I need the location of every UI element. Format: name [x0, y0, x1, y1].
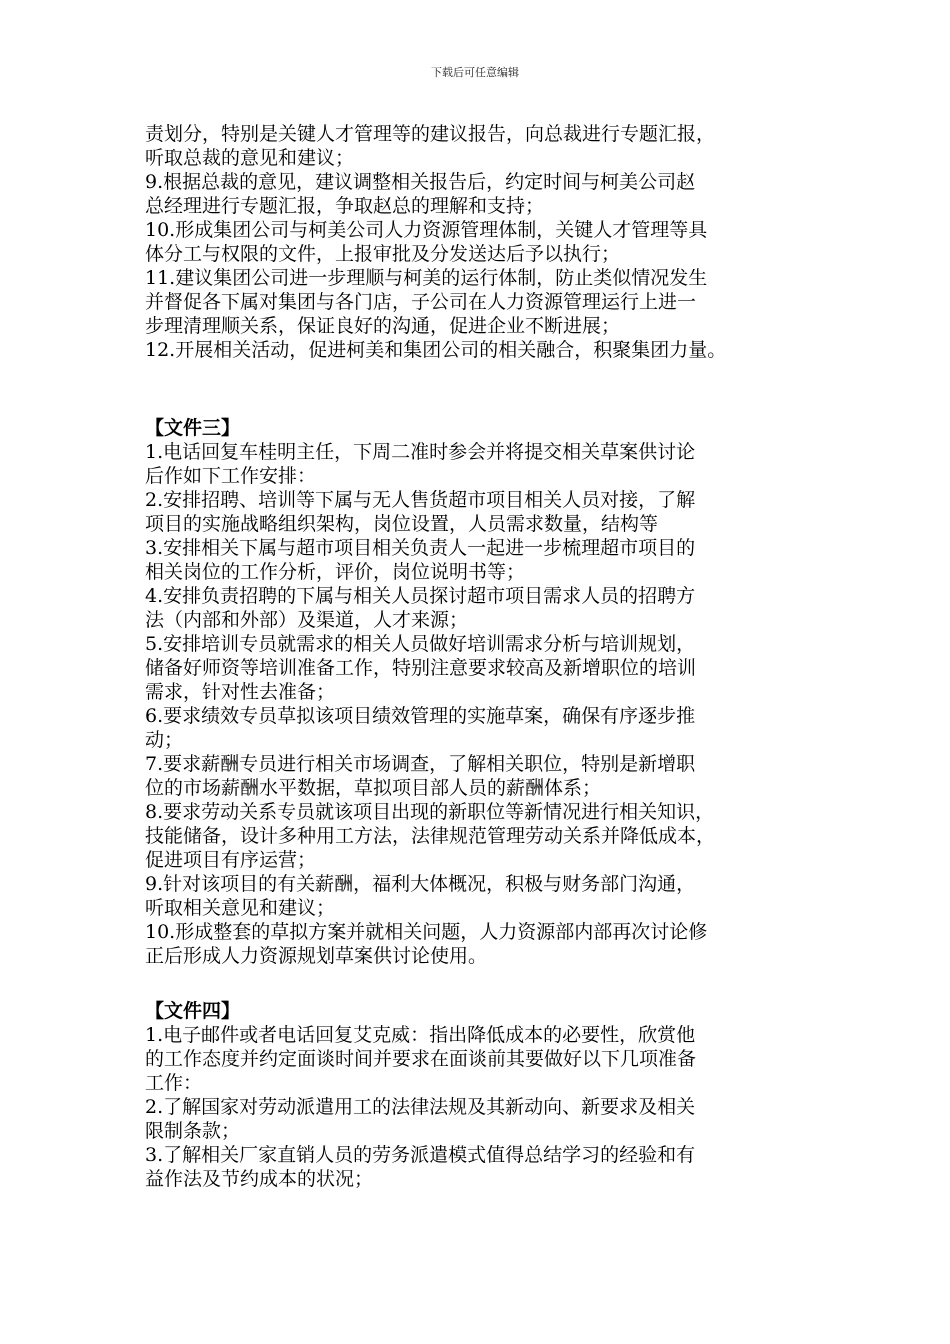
text-line: 11.建议集团公司进一步理顺与柯美的运行体制，防止类似情况发生	[145, 267, 708, 289]
section-gap	[145, 362, 815, 416]
text-line: 6.要求绩效专员草拟该项目绩效管理的实施草案，确保有序逐步推	[145, 705, 696, 727]
text-line: 的工作态度并约定面谈时间并要求在面谈前其要做好以下几项准备	[145, 1048, 697, 1070]
text-line: 10.形成集团公司与柯美公司人力资源管理体制，关键人才管理等具	[145, 219, 708, 241]
section-gap	[145, 968, 815, 999]
section-file-three	[145, 416, 815, 968]
text-line: 4.安排负责招聘的下属与相关人员探讨超市项目需求人员的招聘方	[145, 585, 696, 607]
text-line: 体分工与权限的文件，上报审批及分发送达后予以执行；	[145, 243, 621, 265]
section-file-four	[145, 999, 815, 1191]
text-line: 3.了解相关厂家直销人员的劳务派遣模式值得总结学习的经验和有	[145, 1144, 696, 1166]
text-line: 步理清理顺关系，保证良好的沟通，促进企业不断进展；	[145, 315, 621, 337]
page-header: 下载后可任意编辑	[431, 66, 519, 79]
text-line: 3.安排相关下属与超市项目相关负责人一起进一步梳理超市项目的	[145, 537, 696, 559]
text-line: 后作如下工作安排：	[145, 465, 317, 487]
document-body	[145, 122, 815, 1191]
text-line: 1.电话回复车桂明主任，下周二准时参会并将提交相关草案供讨论	[145, 441, 696, 463]
text-line: 限制条款；	[145, 1120, 241, 1142]
text-line: 8.要求劳动关系专员就该项目出现的新职位等新情况进行相关知识，	[145, 801, 715, 823]
text-line: 9.根据总裁的意见，建议调整相关报告后，约定时间与柯美公司赵	[145, 171, 696, 193]
text-line: 法（内部和外部）及渠道，人才来源；	[145, 609, 469, 631]
text-line: 2.了解国家对劳动派遣用工的法律法规及其新动向、新要求及相关	[145, 1096, 696, 1118]
section-heading: 【文件四】	[145, 1000, 241, 1022]
text-line: 听取总裁的意见和建议；	[145, 147, 355, 169]
text-line: 动；	[145, 729, 184, 751]
text-line: 听取相关意见和建议；	[145, 897, 336, 919]
text-line: 技能储备，设计多种用工方法，法律规范管理劳动关系并降低成本，	[145, 825, 716, 847]
text-line: 1.电子邮件或者电话回复艾克威：指出降低成本的必要性，欣赏他	[145, 1024, 696, 1046]
text-line: 9.针对该项目的有关薪酬，福利大体概况，积极与财务部门沟通，	[145, 873, 696, 895]
text-line: 12.开展相关活动，促进柯美和集团公司的相关融合，积聚集团力量。	[145, 339, 727, 361]
text-line: 工作：	[145, 1072, 203, 1094]
text-line: 2.安排招聘、培训等下属与无人售货超市项目相关人员对接，了解	[145, 489, 696, 511]
text-line: 10.形成整套的草拟方案并就相关问题，人力资源部内部再次讨论修	[145, 921, 708, 943]
text-line: 7.要求薪酬专员进行相关市场调查，了解相关职位，特别是新增职	[145, 753, 696, 775]
text-line: 益作法及节约成本的状况；	[145, 1168, 374, 1190]
text-line: 储备好师资等培训准备工作，特别注意要求较高及新增职位的培训	[145, 657, 697, 679]
text-line: 需求，针对性去准备；	[145, 681, 336, 703]
text-line: 责划分，特别是关键人才管理等的建议报告，向总裁进行专题汇报，	[145, 123, 716, 145]
section-heading: 【文件三】	[145, 417, 241, 439]
text-line: 相关岗位的工作分析，评价，岗位说明书等；	[145, 561, 526, 583]
text-line: 并督促各下属对集团与各门店，子公司在人力资源管理运行上进一	[145, 291, 697, 313]
text-line: 5.安排培训专员就需求的相关人员做好培训需求分析与培训规划，	[145, 633, 696, 655]
text-line: 位的市场薪酬水平数据，草拟项目部人员的薪酬体系；	[145, 777, 602, 799]
text-line: 正后形成人力资源规划草案供讨论使用。	[145, 945, 488, 967]
text-line: 总经理进行专题汇报，争取赵总的理解和支持；	[145, 195, 545, 217]
text-line: 项目的实施战略组织架构，岗位设置，人员需求数量，结构等	[145, 513, 659, 535]
section-continued	[145, 122, 815, 362]
text-line: 促进项目有序运营；	[145, 849, 317, 871]
